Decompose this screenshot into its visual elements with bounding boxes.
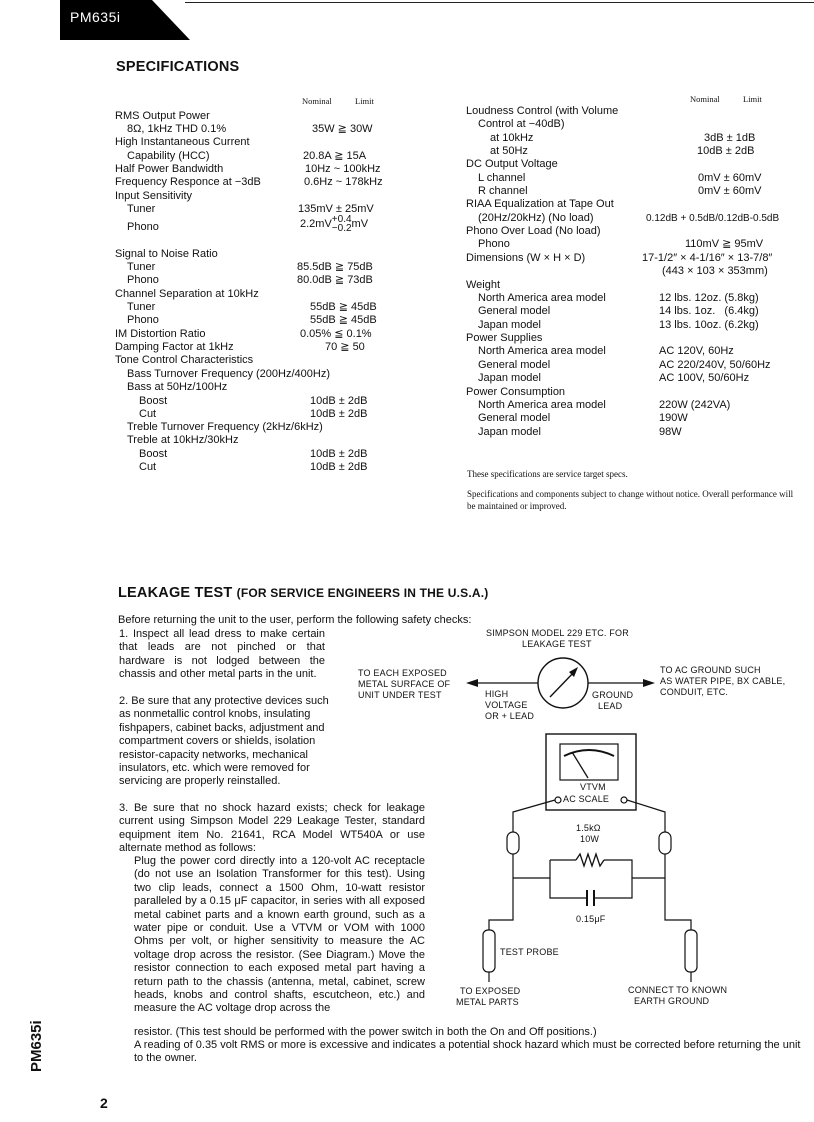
spec-label: Tuner	[127, 203, 156, 215]
spec-value: 20.8A ≧ 15A	[303, 150, 367, 162]
spec-value: 17-1/2″ × 4-1/16″ × 13-7/8″	[642, 252, 773, 264]
spec-label: Channel Separation at 10kHz	[115, 288, 259, 300]
wire-left	[489, 854, 513, 930]
vtvm-terminal-left	[555, 797, 561, 803]
spec-label: General model	[478, 412, 551, 424]
spec-label: Japan model	[478, 319, 541, 331]
spec-value: AC 120V, 60Hz	[659, 345, 734, 357]
spec-value: 135mV ± 25mV	[298, 203, 374, 215]
spec-label: Loudness Control (with Volume	[466, 105, 619, 117]
leakage-item-3-method: Plug the power cord directly into a 120-volt AC receptacle (do not use an Isolation Transformer for this test). Using two clip leads, connect a 1500 Ohm, 10-watt resistor paralleled by a 0.15 μF capacitor, in series with all exposed metal cabinet parts and a known earth ground, such as a water pipe or conduit. Use a VTVM or VOM with 1000 Ohms per volt, or higher sensitivity to measure the AC voltage drop across the resistor. (See Diagram.) Move the resistor connection to each exposed metal part having a return path to the chassis (antenna, metal, cabinet, screw heads, knobs and control shafts, escutcheon, etc.) and measure the AC voltage drop across the	[134, 855, 425, 1015]
resistor-value-label: 1.5kΩ	[576, 823, 601, 833]
spec-value: 0.6Hz ~ 178kHz	[304, 176, 383, 188]
spec-label: 8Ω, 1kHz THD 0.1%	[127, 123, 227, 135]
ground-clip-icon	[685, 930, 697, 972]
leakage-title	[118, 585, 489, 601]
leakage-item-2: 2. Be sure that any protective devices such as nonmetallic control knobs, insulating fishpapers, cabinet backs, adjustment and compartment covers or shields, isolation resistor-capacity networks, mechanical insulators, etc. which were removed for servicing are properly reinstalled.	[119, 695, 329, 788]
spec-label: R channel	[478, 185, 528, 197]
ground-lead-label-2: LEAD	[598, 701, 623, 711]
ground-lead-label-1: GROUND	[592, 690, 634, 700]
spec-value: AC 220/240V, 50/60Hz	[659, 359, 771, 371]
spec-label: Power Supplies	[466, 332, 543, 344]
spec-value: 55dB ≧ 45dB	[310, 314, 377, 326]
spec-label: IM Distortion Ratio	[115, 328, 206, 340]
wire-right	[665, 854, 691, 930]
hv-label-2: VOLTAGE	[485, 700, 528, 710]
spec-label: Tuner	[127, 261, 156, 273]
col-nominal-right: Nominal	[690, 94, 720, 104]
leakage-item-1: 1. Inspect all lead dress to make certain that leads are not pinched or that hardware is not lodged between the chassis and other metal parts in the unit.	[119, 628, 325, 681]
spec-value: AC 100V, 50/60Hz	[659, 372, 750, 384]
spec-value: 10Hz ~ 100kHz	[305, 163, 381, 175]
spec-label: Input Sensitivity	[115, 190, 193, 202]
spec-note-change: Specifications and components subject to change without notice. Overall performance will be maintained or improved.	[467, 489, 794, 511]
spec-label: North America area model	[478, 399, 606, 411]
spec-label: Bass at 50Hz/100Hz	[127, 381, 228, 393]
spec-value: 190W	[659, 412, 688, 424]
spec-value: 70 ≧ 50	[325, 341, 365, 353]
phono-value-base: 2.2mV	[300, 217, 332, 230]
left-target-label-1: TO EACH EXPOSED	[358, 668, 447, 678]
phono-value-unit: mV	[351, 217, 369, 230]
left-target-label-3: UNIT UNDER TEST	[358, 690, 442, 700]
spec-value: 85.5dB ≧ 75dB	[297, 261, 373, 273]
resistor-watt-label: 10W	[580, 834, 600, 844]
side-model-label: PM635i	[28, 1020, 45, 1072]
spec-label: Weight	[466, 279, 501, 291]
resistor-wire-left	[513, 860, 550, 878]
spec-value: (443 × 103 × 353mm)	[662, 265, 768, 277]
spec-value: 98W	[659, 426, 682, 438]
spec-label: Cut	[139, 461, 157, 473]
spec-label: Capability (HCC)	[127, 150, 210, 162]
spec-value: 12 lbs. 12oz. (5.8kg)	[659, 292, 759, 304]
spec-label: Tone Control Characteristics	[115, 354, 254, 366]
leakage-item-3-onoff: resistor. (This test should be performed with the power switch in both the On and Off positions.)	[134, 1026, 597, 1038]
spec-label: High Instantaneous Current	[115, 136, 250, 148]
right-target-label-3: CONDUIT, ETC.	[660, 687, 729, 697]
col-nominal-left: Nominal	[302, 96, 332, 106]
spec-label: Cut	[139, 408, 157, 420]
spec-label: Phono Over Load (No load)	[466, 225, 601, 237]
phono-tolerance-minus: −0.2	[331, 223, 352, 234]
spec-label: Boost	[139, 448, 168, 460]
spec-value: 220W (242VA)	[659, 399, 731, 411]
spec-value: 3dB ± 1dB	[704, 132, 756, 144]
spec-label: Half Power Bandwidth	[115, 163, 224, 175]
spec-label: Bass Turnover Frequency (200Hz/400Hz)	[127, 368, 330, 380]
spec-value: 80.0dB ≧ 73dB	[297, 274, 373, 286]
spec-label: Frequency Responce at −3dB	[115, 176, 261, 188]
vtvm-needle	[572, 752, 588, 778]
spec-value: 10dB ± 2dB	[310, 395, 368, 407]
spec-value: 10dB ± 2dB	[697, 145, 755, 157]
spec-label: DC Output Voltage	[466, 158, 558, 170]
spec-value: 10dB ± 2dB	[310, 408, 368, 420]
earth-label-1: CONNECT TO KNOWN	[628, 985, 728, 995]
left-target-label-2: METAL SURFACE OF	[358, 679, 451, 689]
specs-title: SPECIFICATIONS	[116, 59, 240, 75]
spec-label: Phono	[127, 274, 159, 286]
left-arrow-icon	[466, 679, 478, 687]
exposed-label-2: METAL PARTS	[456, 997, 519, 1007]
spec-label: Treble at 10kHz/30kHz	[127, 434, 239, 446]
spec-label: (20Hz/20kHz) (No load)	[478, 212, 594, 224]
hv-label-3: OR + LEAD	[485, 711, 535, 721]
model-tab-label: PM635i	[70, 9, 121, 25]
header-rule	[185, 2, 814, 3]
spec-label: Phono	[127, 314, 159, 326]
vtvm-scale-arc	[564, 750, 614, 756]
spec-label: Japan model	[478, 426, 541, 438]
spec-label: General model	[478, 359, 551, 371]
spec-label: at 50Hz	[490, 145, 528, 157]
hv-label-1: HIGH	[485, 689, 509, 699]
meter-label-1: SIMPSON MODEL 229 ETC. FOR	[486, 628, 629, 638]
leakage-title-main: LEAKAGE TEST	[118, 585, 233, 601]
resistor-icon	[576, 854, 604, 866]
vtvm-lead-left	[513, 800, 555, 832]
spec-label: RIAA Equalization at Tape Out	[466, 198, 614, 210]
spec-value: 0mV ± 60mV	[698, 172, 762, 184]
leakage-intro: Before returning the unit to the user, perform the following safety checks:	[118, 614, 472, 626]
spec-label: RMS Output Power	[115, 110, 210, 122]
test-probe-label: TEST PROBE	[500, 947, 559, 957]
leakage-warning: A reading of 0.35 volt RMS or more is excessive and indicates a potential shock hazard which must be corrected before returning the unit to the owner.	[134, 1039, 801, 1065]
spec-label: Boost	[139, 395, 168, 407]
meter-label-2: LEAKAGE TEST	[522, 639, 592, 649]
right-target-label-1: TO AC GROUND SUCH	[660, 665, 761, 675]
spec-value: 110mV ≧ 95mV	[685, 238, 764, 250]
spec-label: General model	[478, 305, 551, 317]
spec-value: 0mV ± 60mV	[698, 185, 762, 197]
spec-label: Damping Factor at 1kHz	[115, 341, 234, 353]
spec-value: 10dB ± 2dB	[310, 461, 368, 473]
ac-scale-label: AC SCALE	[563, 794, 610, 804]
vtvm-label: VTVM	[580, 782, 606, 792]
page-number: 2	[100, 1095, 108, 1111]
leakage-title-sub: (FOR SERVICE ENGINEERS IN THE U.S.A.)	[236, 586, 489, 600]
col-limit-right: Limit	[743, 94, 762, 104]
exposed-label-1: TO EXPOSED	[460, 986, 521, 996]
spec-label: North America area model	[478, 292, 606, 304]
leakage-item-3: 3. Be sure that no shock hazard exists; check for leakage current using Simpson Model 229 Leakage Tester, standard equipment item No. 21641, RCA Model WT540A or use alternate method as follows:	[119, 802, 425, 855]
spec-label: Tuner	[127, 301, 156, 313]
spec-label: Phono	[478, 238, 510, 250]
spec-label: North America area model	[478, 345, 606, 357]
spec-label: Power Consumption	[466, 386, 566, 398]
spec-value: 35W ≧ 30W	[312, 123, 373, 135]
spec-label: L channel	[478, 172, 526, 184]
spec-note-service: These specifications are service target specs.	[467, 469, 628, 479]
spec-label: Dimensions (W × H × D)	[466, 252, 586, 264]
spec-value: 55dB ≧ 45dB	[310, 301, 377, 313]
spec-value: 14 lbs. 1oz. (6.4kg)	[659, 305, 759, 317]
spec-label: Signal to Noise Ratio	[115, 248, 218, 260]
test-probe-icon	[483, 930, 495, 972]
earth-label-2: EARTH GROUND	[634, 996, 710, 1006]
spec-value: 0.05% ≦ 0.1%	[300, 328, 372, 340]
vtvm-lead-right	[627, 800, 665, 832]
spec-label: Phono	[127, 221, 159, 233]
vtvm-terminal-right	[621, 797, 627, 803]
resistor-wire-right	[604, 860, 665, 878]
spec-label: Treble Turnover Frequency (2kHz/6kHz)	[127, 421, 323, 433]
spec-label: Japan model	[478, 372, 541, 384]
spec-value: 13 lbs. 10oz. (6.2kg)	[659, 319, 759, 331]
spec-value	[300, 215, 368, 233]
clip-right-top	[659, 832, 671, 854]
right-target-label-2: AS WATER PIPE, BX CABLE,	[660, 676, 786, 686]
phono-tolerance-plus: +0.4	[331, 214, 352, 225]
phono-tolerance	[332, 215, 352, 233]
capacitor-value-label: 0.15μF	[576, 914, 606, 924]
capacitor-wire-left	[550, 878, 586, 898]
capacitor-wire-right	[595, 878, 632, 898]
right-arrow-icon	[643, 679, 655, 687]
clip-left-top	[507, 832, 519, 854]
spec-value: 0.12dB + 0.5dB/0.12dB-0.5dB	[646, 213, 780, 224]
spec-label: at 10kHz	[490, 132, 534, 144]
spec-label: Control at −40dB)	[478, 118, 565, 130]
col-limit-left: Limit	[355, 96, 374, 106]
spec-value: 10dB ± 2dB	[310, 448, 368, 460]
